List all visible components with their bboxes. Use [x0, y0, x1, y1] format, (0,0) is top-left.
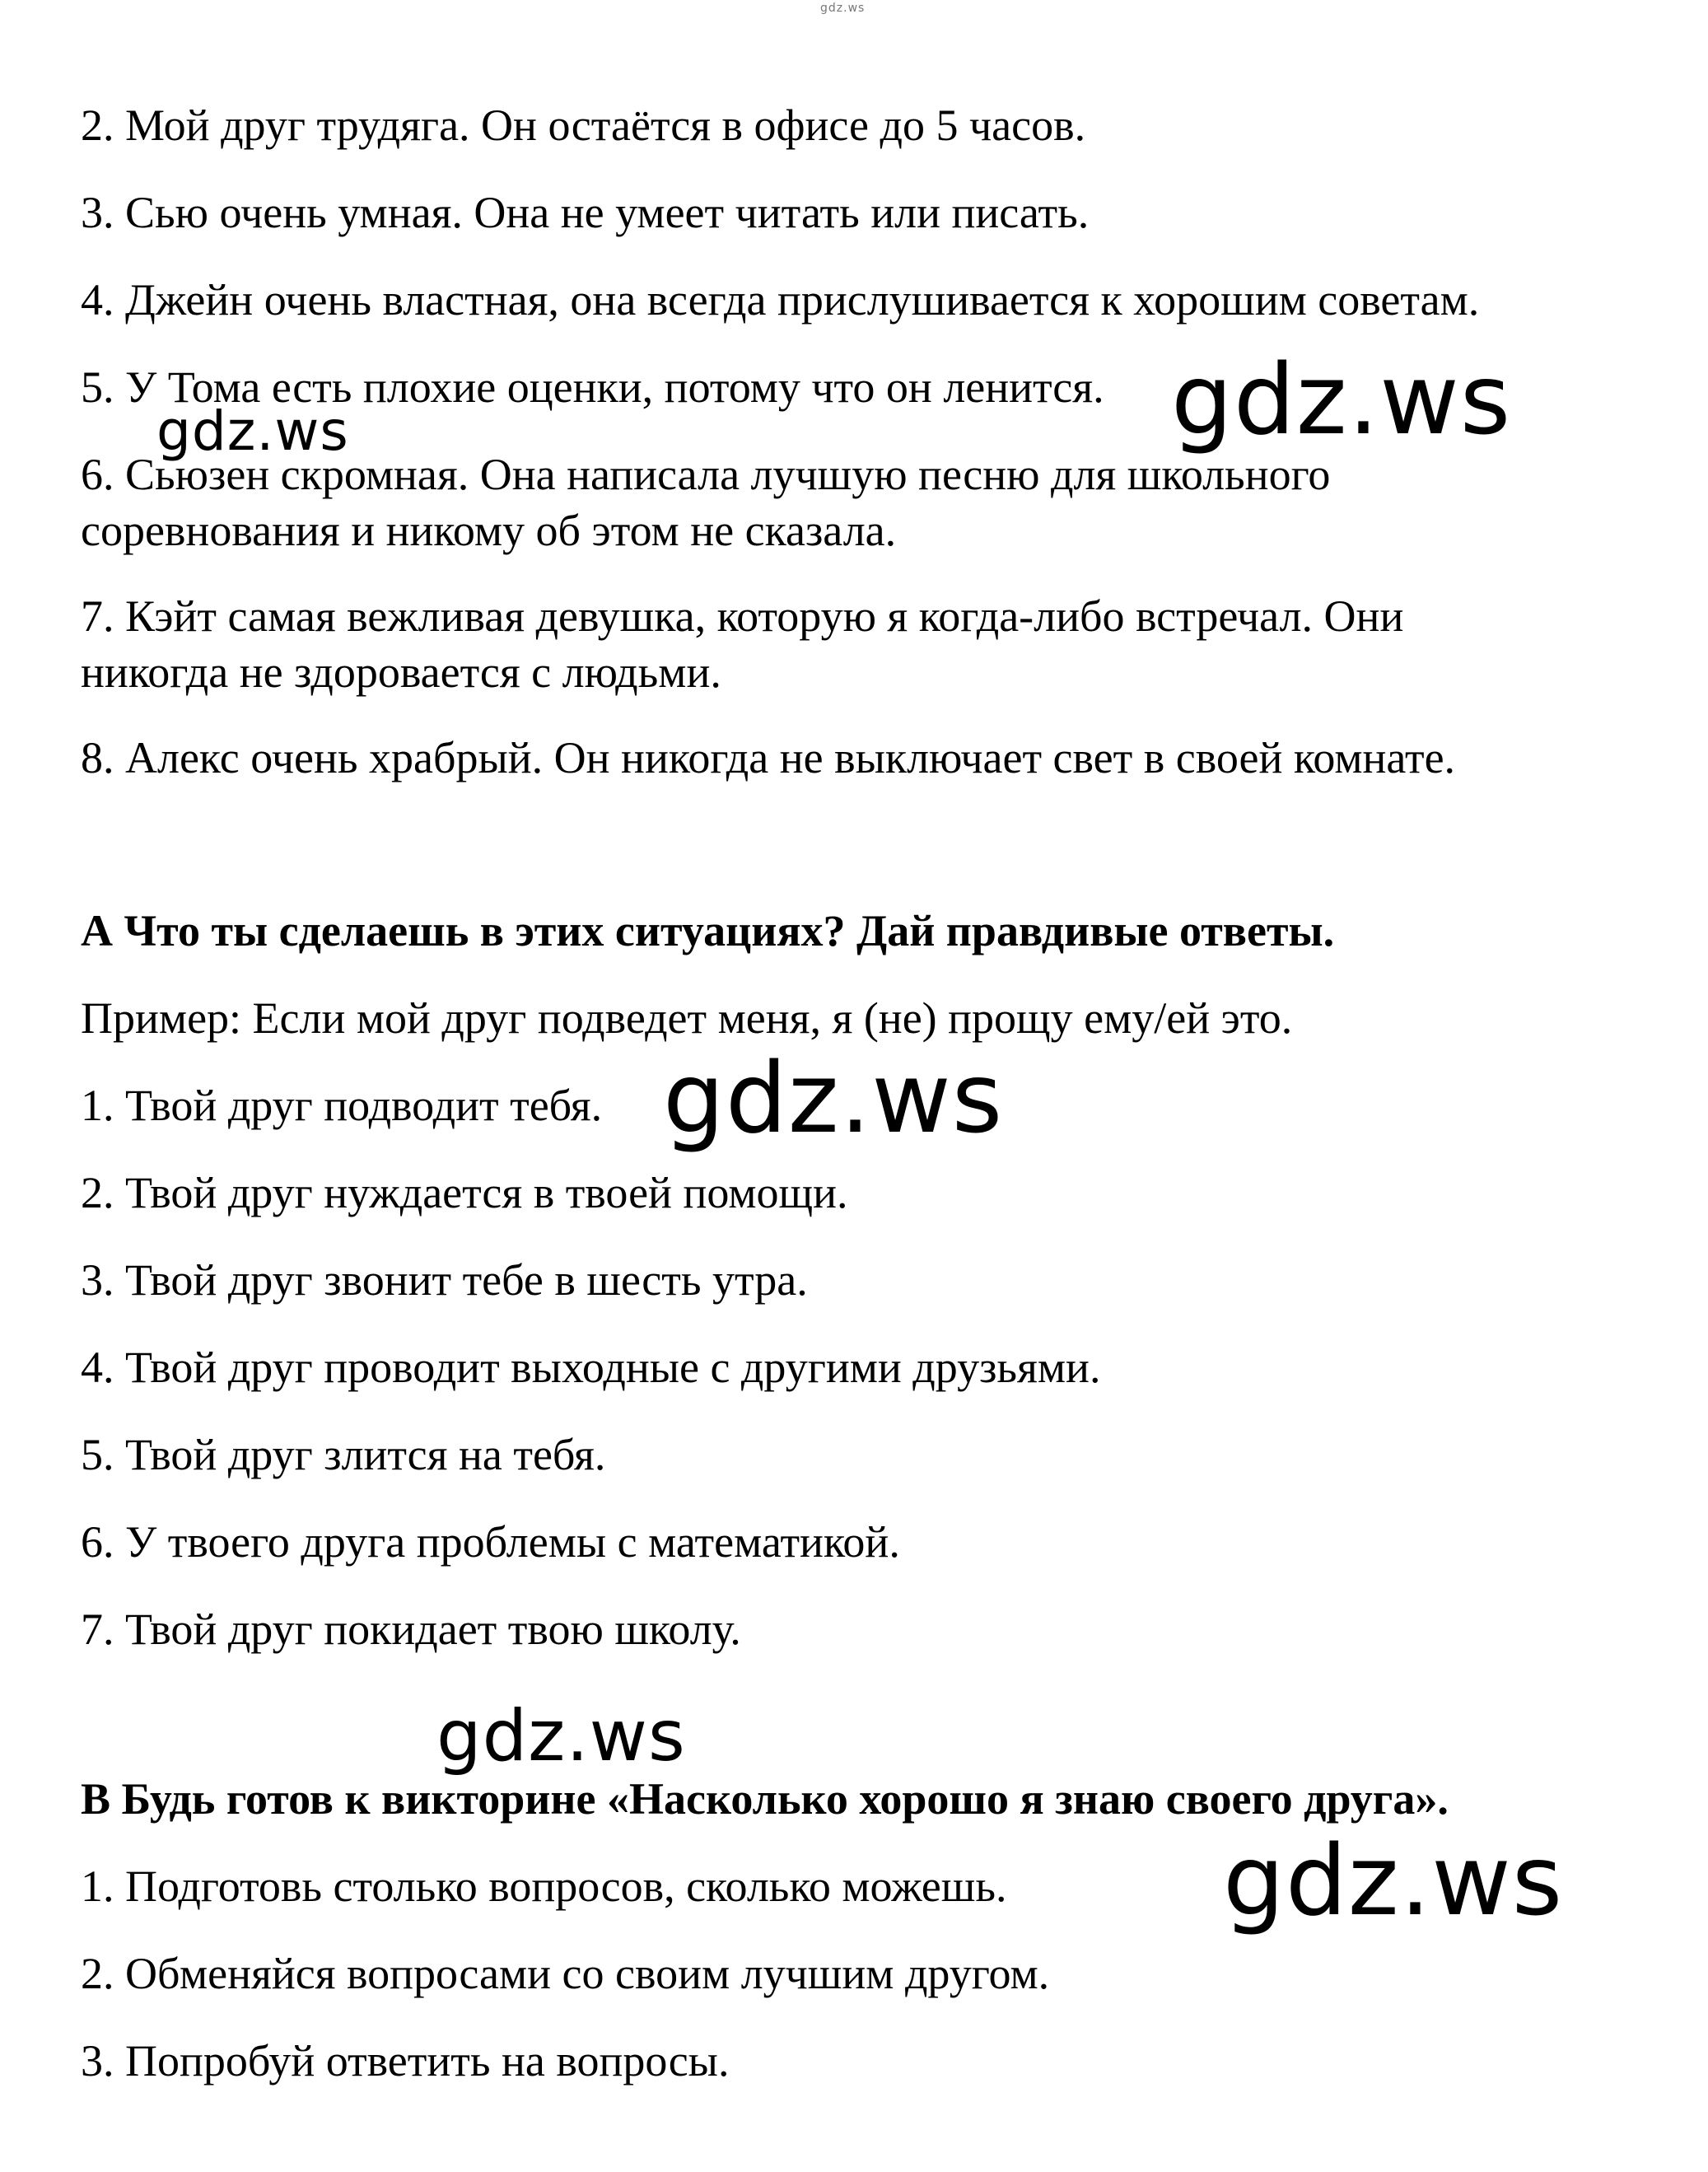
list-item: 3. Твой друг звонит тебе в шесть утра.	[81, 1255, 808, 1305]
list-item: 2. Твой друг нуждается в твоей помощи.	[81, 1168, 848, 1217]
section-b-heading: В Будь готов к викторине «Насколько хорошо я знаю своего друга».	[81, 1774, 1449, 1824]
list-item: 5. Твой друг злится на тебя.	[81, 1430, 606, 1479]
section-a-heading: А Что ты сделаешь в этих ситуациях? Дай правдивые ответы.	[81, 906, 1335, 955]
list-item: 4. Джейн очень властная, она всегда прислушивается к хорошим советам.	[81, 275, 1480, 325]
list-item: 1. Твой друг подводит тебя.	[81, 1081, 603, 1130]
list-item: 4. Твой друг проводит выходные с другими друзьями.	[81, 1343, 1101, 1392]
list-item: 8. Алекс очень храбрый. Он никогда не выключает свет в своей комнате.	[81, 733, 1456, 782]
list-item: 6. У твоего друга проблемы с математикой.	[81, 1517, 900, 1567]
watermark: gdz.ws	[663, 1041, 1004, 1155]
list-item: 1. Подготовь столько вопросов, сколько можешь.	[81, 1861, 1007, 1911]
watermark: gdz.ws	[1223, 1824, 1564, 1937]
list-item: 3. Сью очень умная. Она не умеет читать или писать.	[81, 188, 1090, 237]
list-item: 6. Сьюзен скромная. Она написала лучшую песню для школьного	[81, 450, 1331, 499]
list-item: 5. У Тома есть плохие оценки, потому что он ленится.	[81, 362, 1104, 412]
watermark: gdz.ws	[436, 1695, 686, 1777]
list-item-continuation: никогда не здоровается с людьми.	[81, 647, 721, 697]
header-watermark: gdz.ws	[820, 2, 866, 15]
list-item: 2. Мой друг трудяга. Он остаётся в офисе до 5 часов.	[81, 100, 1086, 150]
list-item: 3. Попробуй ответить на вопросы.	[81, 2036, 730, 2086]
watermark: gdz.ws	[1171, 343, 1512, 456]
list-item: 7. Твой друг покидает твою школу.	[81, 1604, 741, 1654]
watermark: gdz.ws	[156, 399, 349, 463]
section-a-example: Пример: Если мой друг подведет меня, я (не) прощу ему/ей это.	[81, 993, 1293, 1043]
list-item: 7. Кэйт самая вежливая девушка, которую я когда-либо встречал. Они	[81, 591, 1404, 641]
list-item-continuation: соревнования и никому об этом не сказала.	[81, 506, 897, 555]
list-item: 2. Обменяйся вопросами со своим лучшим другом.	[81, 1949, 1050, 1998]
